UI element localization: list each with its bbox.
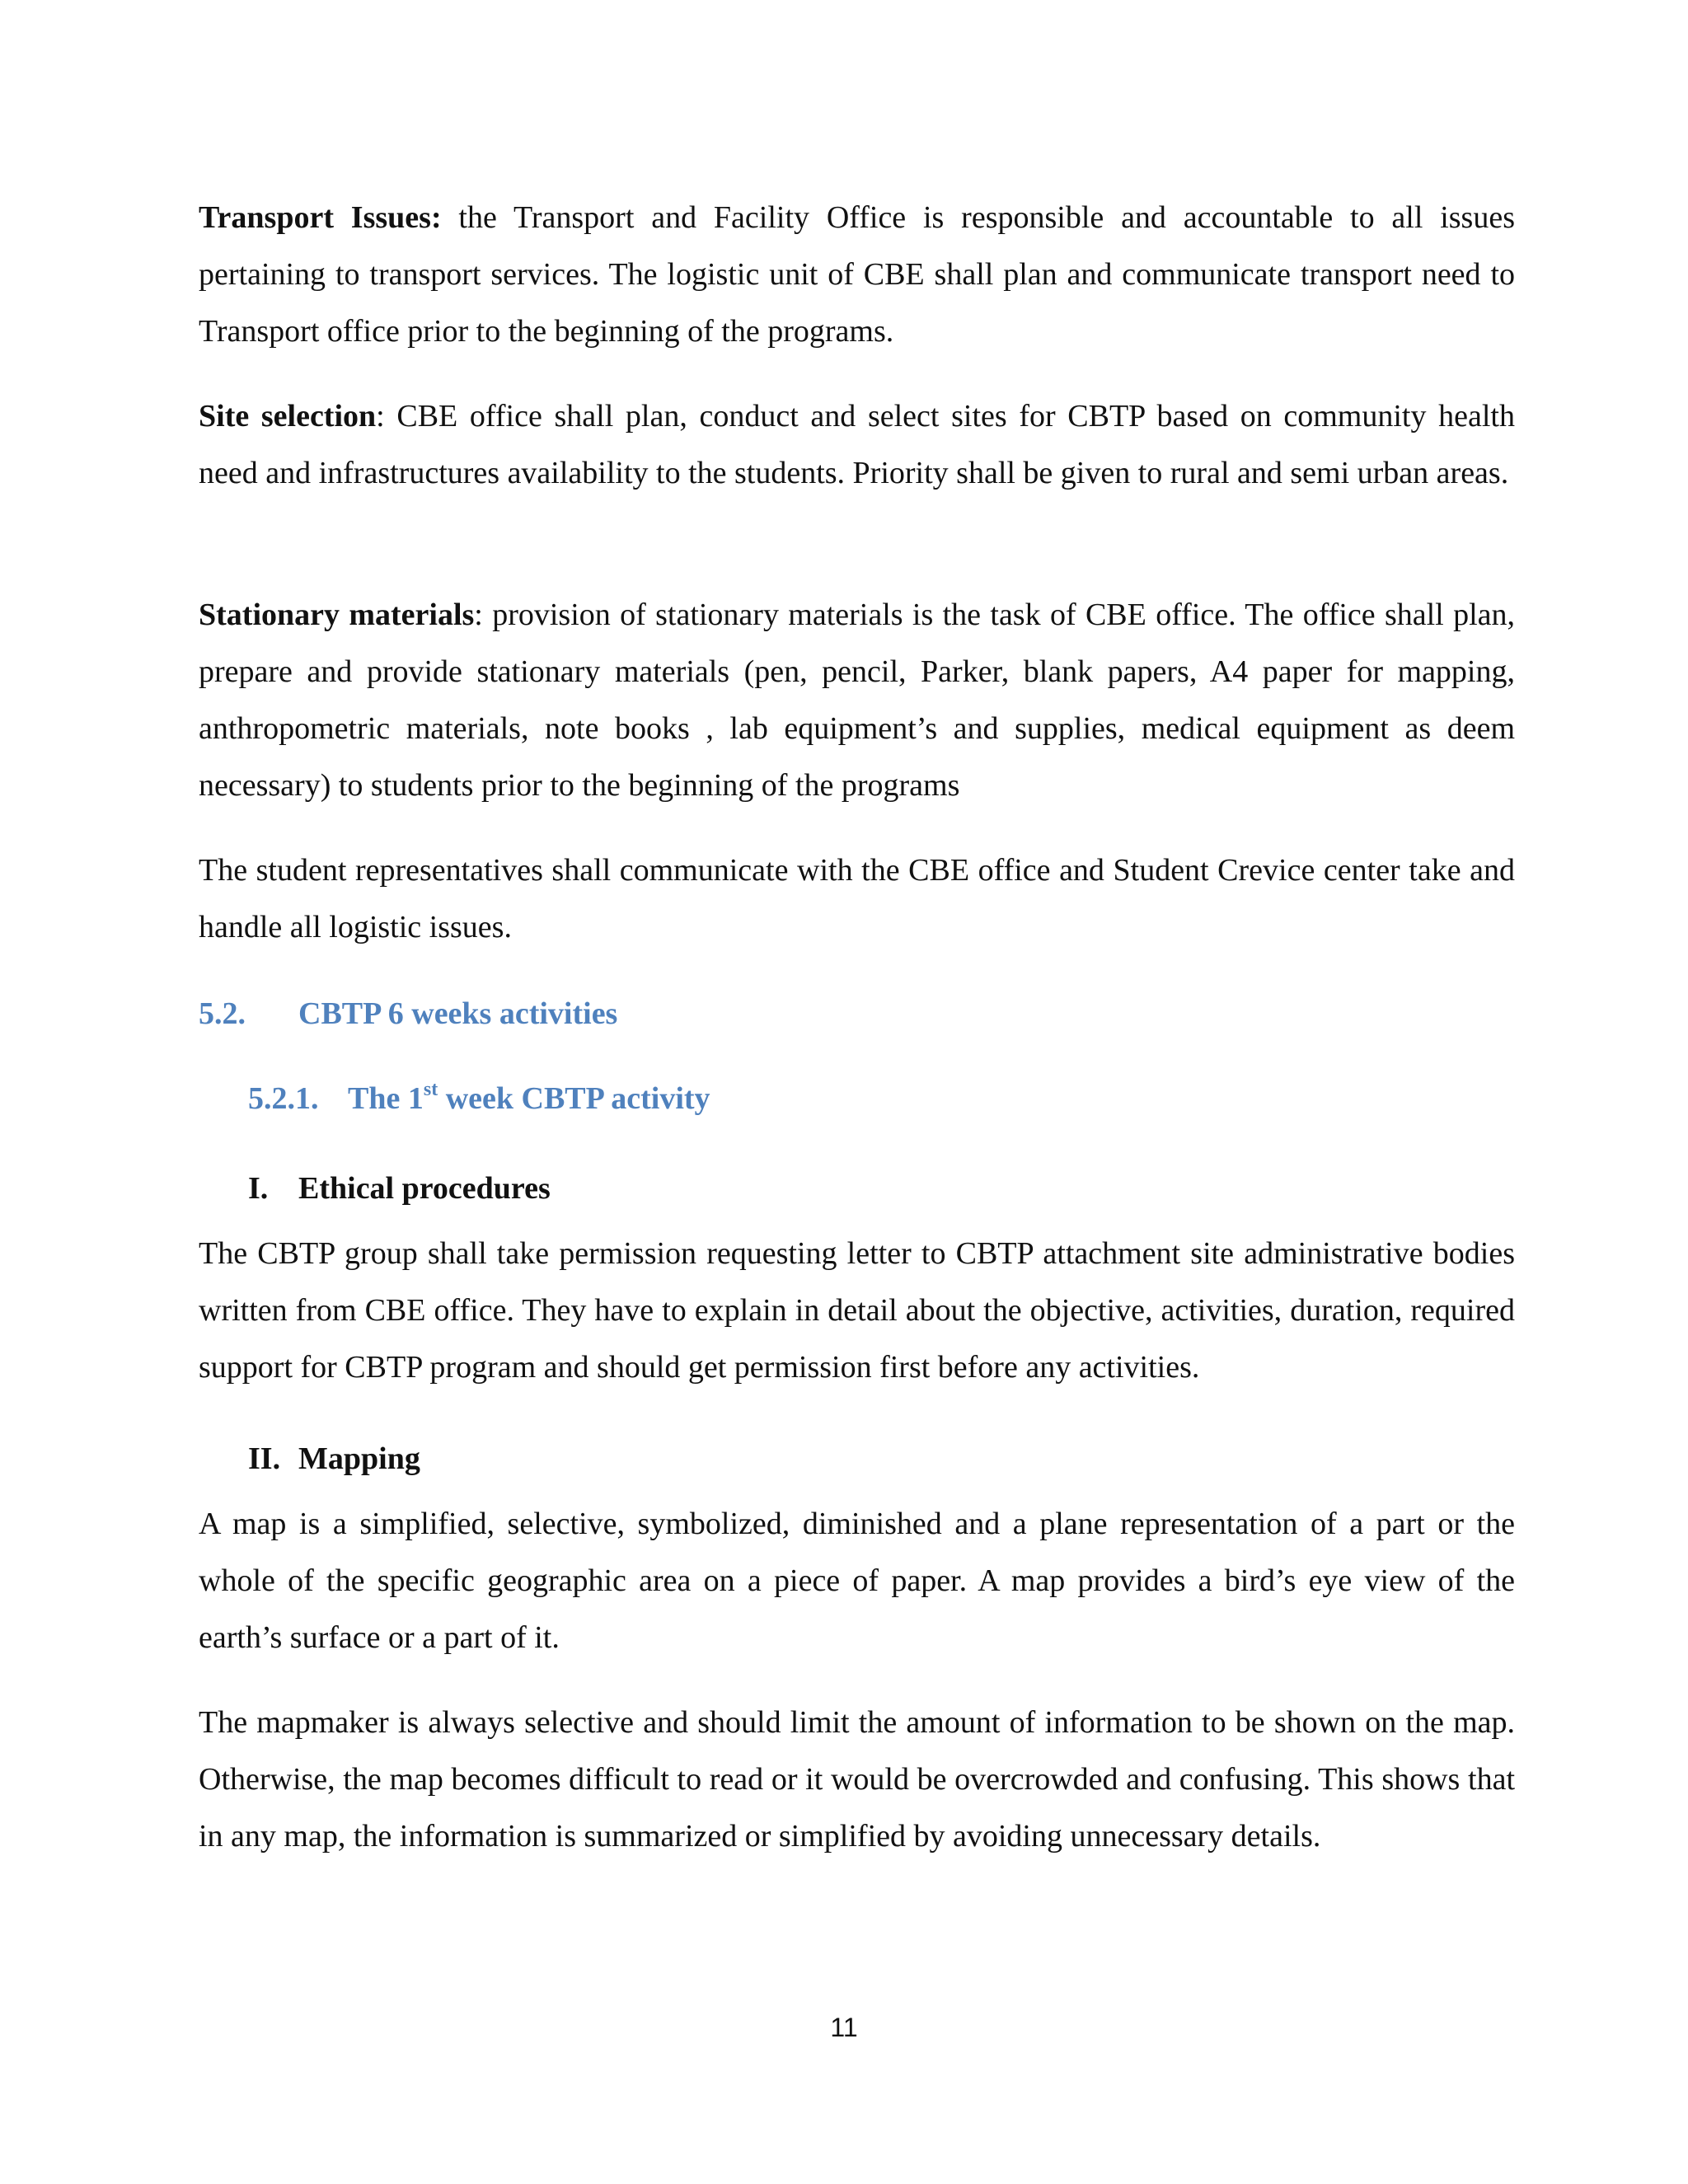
item-title: Ethical procedures (298, 1171, 551, 1206)
paragraph-ethical-procedures: The CBTP group shall take permission requesting letter to CBTP attachment site administrative bodies written from CBE office. They have to explain in detail about the objective, activities, duration, required support for CBTP program and should get permission first before any activities. (199, 1236, 1515, 1385)
item-title: Mapping (298, 1441, 420, 1476)
item-heading-ethical-procedures (248, 1168, 551, 1209)
paragraph-mapmaker: The mapmaker is always selective and should limit the amount of information to be shown on the map. Otherwise, the map becomes difficult to read or it would be overcrowded and confusing. This shows that in any map, the information is summarized or simplified by avoiding unnecessary details. (199, 1705, 1515, 1854)
page-number: 11 (830, 2013, 858, 2042)
subsection-number: 5.2.1. (248, 1081, 319, 1116)
paragraph-text: : CBE office shall plan, conduct and select sites for CBTP based on community health need and infrastructures availability to the students. Priority shall be given to rural and semi urban areas. (199, 399, 1515, 490)
term-transport-issues: Transport Issues: (199, 200, 442, 235)
subsection-title-pre: The 1 (348, 1081, 424, 1116)
paragraph-text: the Transport and Facility Office is responsible and accountable to all issues pertaining to transport services. The logistic unit of CBE shall plan and communicate transport need to Transport office prior to the beginning of the programs. (199, 200, 1516, 349)
item-heading-mapping (248, 1438, 420, 1479)
paragraph-text: : provision of stationary materials is the task of CBE office. The office shall plan, prepare and provide stationary materials (pen, pencil, Parker, blank papers, A4 paper for mapping, anthropometric materials, note books , lab equipment’s and supplies, medical equipment as deem necessary) to students prior to the beginning of the programs (199, 598, 1515, 803)
section-number: 5.2. (199, 996, 246, 1031)
item-number: I. (248, 1171, 269, 1206)
paragraph-site-selection (199, 388, 1515, 502)
term-stationary-materials: Stationary materials (199, 598, 475, 632)
subsection-title-post: week CBTP activity (438, 1081, 710, 1116)
paragraph-transport-issues (199, 190, 1515, 360)
section-title: CBTP 6 weeks activities (298, 996, 618, 1031)
section-heading (199, 993, 617, 1034)
term-site-selection: Site selection (199, 399, 377, 434)
paragraph-map-definition: A map is a simplified, selective, symbolized, diminished and a plane representation of a part or the whole of the specific geographic area on a piece of paper. A map provides a bird’s eye view of the earth’s surface or a part of it. (199, 1507, 1515, 1655)
subsection-heading (248, 1078, 710, 1119)
item-number: II. (248, 1441, 281, 1476)
subsection-title-sup: st (423, 1079, 438, 1100)
paragraph-stationary-materials (199, 587, 1515, 814)
paragraph-student-representatives: The student representatives shall communicate with the CBE office and Student Crevice center take and handle all logistic issues. (199, 853, 1515, 944)
